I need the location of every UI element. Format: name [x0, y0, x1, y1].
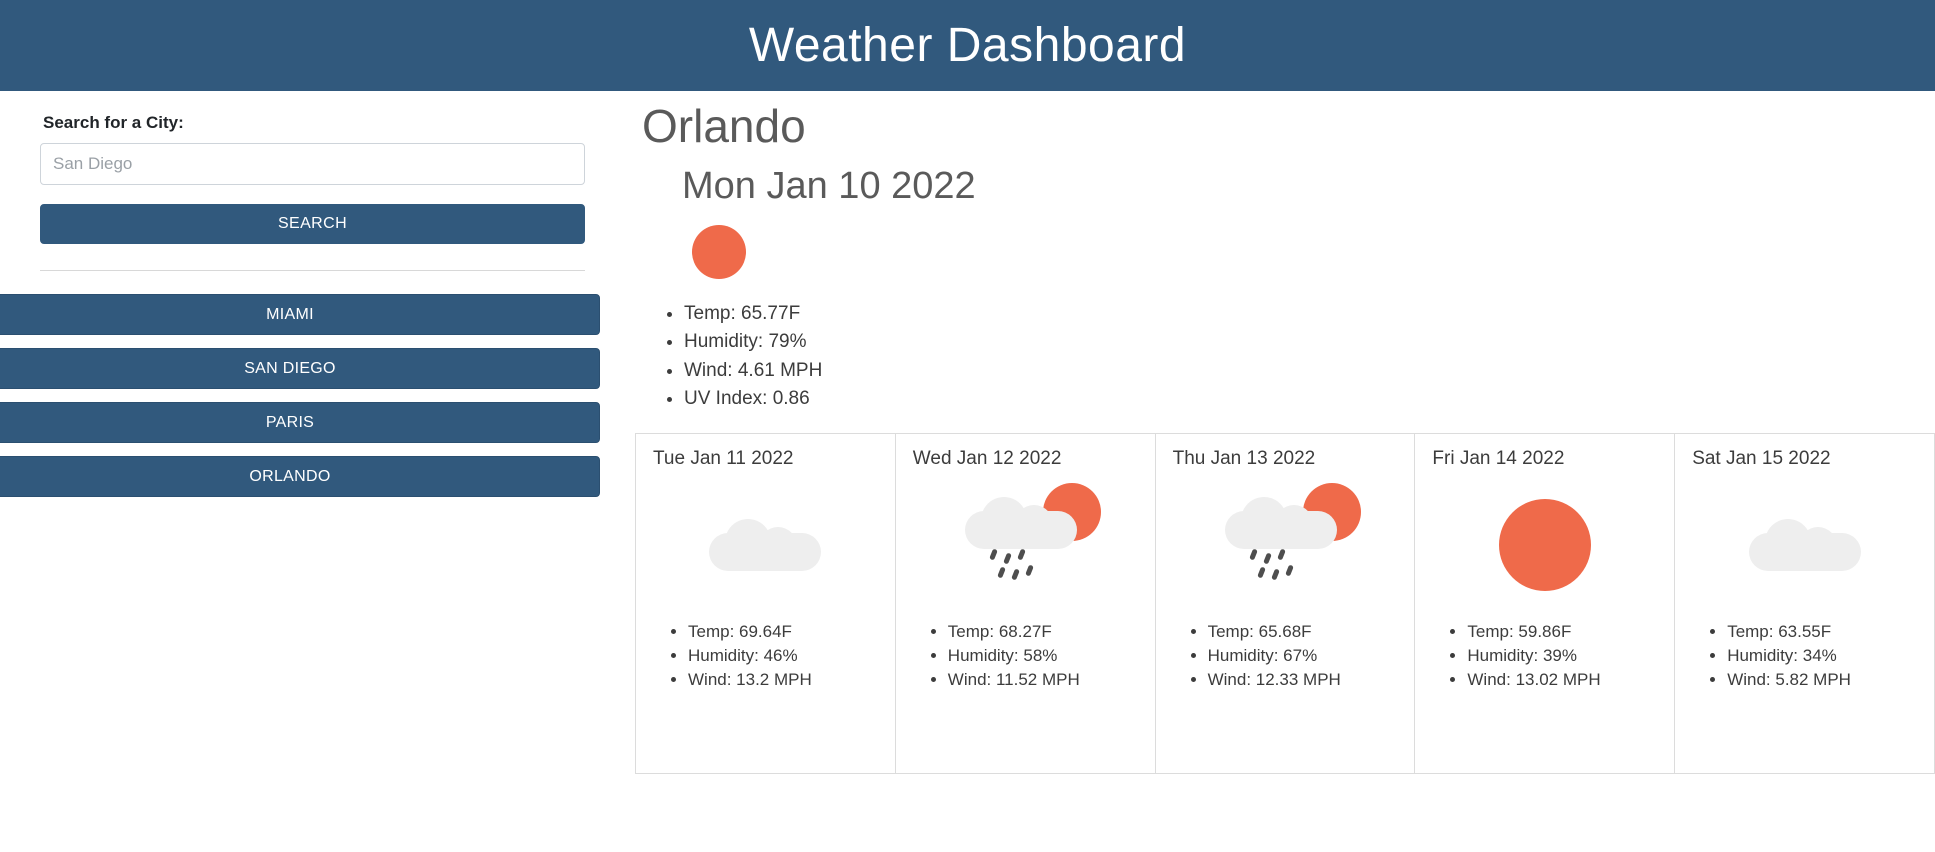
search-button[interactable]: SEARCH	[40, 204, 585, 244]
forecast-wind: • Wind: 13.2 MPH	[688, 668, 895, 692]
cloud-icon	[1749, 519, 1861, 571]
forecast-humidity: • Humidity: 34%	[1727, 644, 1934, 668]
history-item-paris[interactable]: PARIS	[0, 402, 600, 443]
forecast-wind: • Wind: 5.82 MPH	[1727, 668, 1934, 692]
forecast-date: Sat Jan 15 2022	[1692, 447, 1831, 469]
sidebar	[0, 91, 620, 510]
forecast-date: Thu Jan 13 2022	[1172, 447, 1316, 469]
page-body	[0, 91, 1935, 774]
sun-icon	[692, 225, 746, 279]
forecast-wind: • Wind: 11.52 MPH	[948, 668, 1155, 692]
forecast-wind: • Wind: 12.33 MPH	[1208, 668, 1415, 692]
page-title: Weather Dashboard	[748, 18, 1187, 72]
history-item-miami[interactable]: MIAMI	[0, 294, 600, 335]
forecast-stats-list	[896, 620, 1155, 692]
forecast-card	[1415, 434, 1675, 774]
forecast-card	[1156, 434, 1416, 774]
search-label: Search for a City:	[43, 113, 184, 132]
current-date: Mon Jan 10 2022	[682, 164, 976, 207]
forecast-icon-wrap	[1415, 470, 1674, 620]
forecast-humidity: • Humidity: 58%	[948, 644, 1155, 668]
forecast-card	[1675, 434, 1935, 774]
forecast-stats-list	[636, 620, 895, 692]
forecast-stats-list	[1415, 620, 1674, 692]
forecast-wind: • Wind: 13.02 MPH	[1467, 668, 1674, 692]
current-weather-icon-wrap	[692, 225, 1935, 287]
forecast-temp: • Temp: 69.64F	[688, 620, 895, 644]
current-humidity: • Humidity: 79%	[684, 329, 1935, 354]
current-uv-index: • UV Index: 0.86	[684, 386, 1935, 411]
sun-cloud-rain-icon	[1225, 497, 1345, 593]
search-history-list	[0, 294, 620, 497]
forecast-row	[635, 433, 1935, 774]
history-item-san-diego[interactable]: SAN DIEGO	[0, 348, 600, 389]
forecast-date: Wed Jan 12 2022	[912, 447, 1062, 469]
app-header	[0, 0, 1935, 91]
forecast-icon-wrap	[636, 470, 895, 620]
forecast-humidity: • Humidity: 46%	[688, 644, 895, 668]
cloud-icon	[709, 519, 821, 571]
forecast-temp: • Temp: 68.27F	[948, 620, 1155, 644]
history-item-orlando[interactable]: ORLANDO	[0, 456, 600, 497]
current-temp: • Temp: 65.77F	[684, 301, 1935, 326]
forecast-icon-wrap	[896, 470, 1155, 620]
forecast-humidity: • Humidity: 67%	[1208, 644, 1415, 668]
forecast-temp: • Temp: 59.86F	[1467, 620, 1674, 644]
search-panel	[40, 113, 585, 271]
forecast-icon-wrap	[1675, 470, 1934, 620]
forecast-date: Fri Jan 14 2022	[1432, 447, 1565, 469]
search-input[interactable]	[40, 143, 585, 185]
sidebar-divider	[40, 270, 585, 271]
forecast-card	[635, 434, 896, 774]
forecast-stats-list	[1675, 620, 1934, 692]
forecast-icon-wrap	[1156, 470, 1415, 620]
forecast-date: Tue Jan 11 2022	[653, 447, 794, 469]
forecast-humidity: • Humidity: 39%	[1467, 644, 1674, 668]
forecast-stats-list	[1156, 620, 1415, 692]
current-wind: • Wind: 4.61 MPH	[684, 358, 1935, 383]
forecast-temp: • Temp: 65.68F	[1208, 620, 1415, 644]
current-stats-list	[642, 301, 1935, 410]
sun-icon	[1499, 499, 1591, 591]
forecast-temp: • Temp: 63.55F	[1727, 620, 1934, 644]
sun-cloud-rain-icon	[965, 497, 1085, 593]
current-city-name: Orlando	[642, 100, 806, 152]
main-content	[620, 91, 1935, 774]
forecast-card	[896, 434, 1156, 774]
